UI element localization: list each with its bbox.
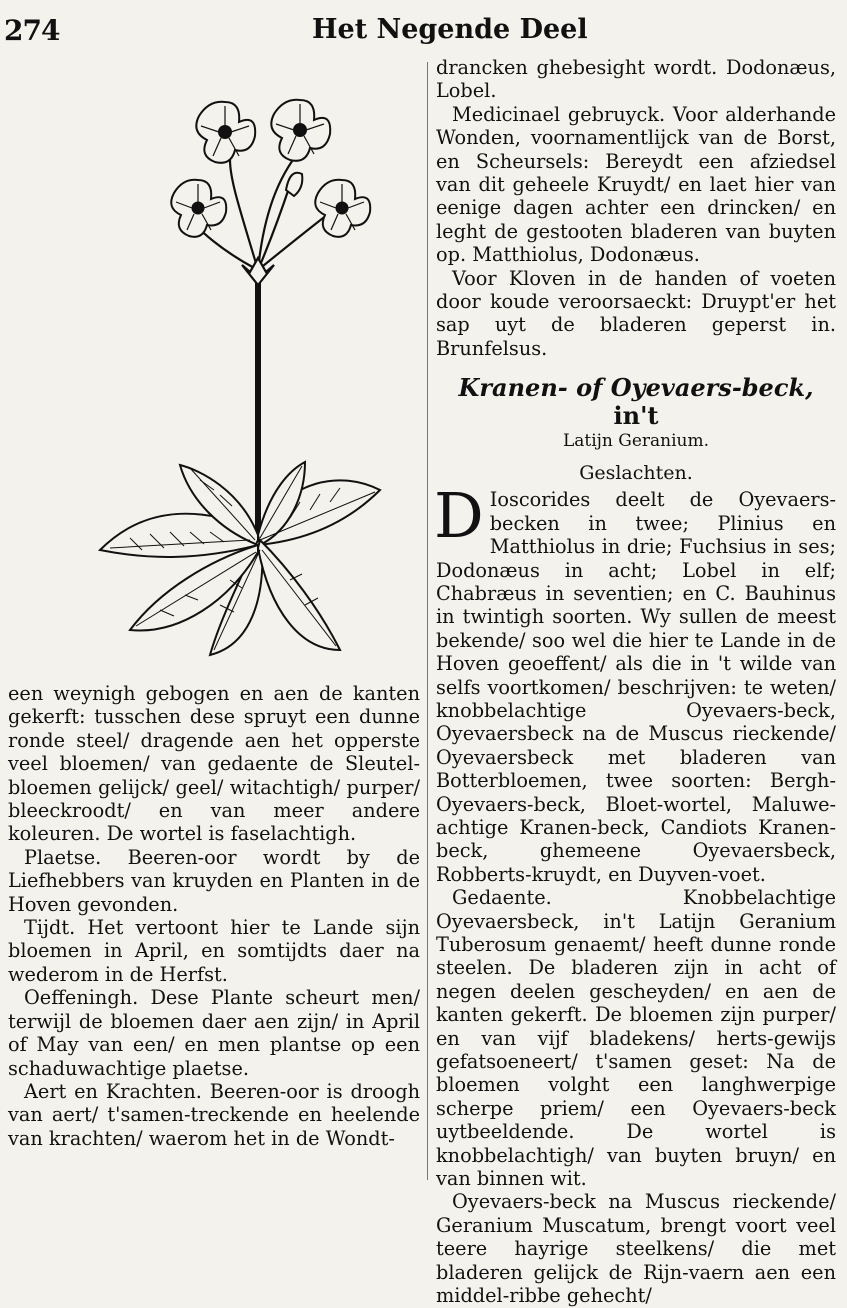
primrose-plant-illustration xyxy=(90,90,390,670)
body-paragraph: een weynigh gebogen en aen de kanten gekerft: tusschen dese spruyt een dunne ronde steel/ dragende aen het opperste veel bloemen/ van gedaente de Sleutel-bloemen gelijck/ geel/ witachtigh/ purper/ bleeckroodt/ en van meer andere koleuren. De wortel is faselachtigh. xyxy=(8,682,420,846)
section-heading xyxy=(436,374,836,430)
body-paragraph: Oyevaers-beck na Muscus rieckende/ Geranium Muscatum, brengt voort veel teere hayrige steelkens/ die met bladeren gelijck de Rijn-vaern aen een middel-ribbe gehecht/ xyxy=(436,1190,836,1308)
body-paragraph xyxy=(434,479,836,886)
body-paragraph: Tijdt. Het vertoont hier te Lande sijn bloemen in April, en somtijdts daer na wederom in de Herfst. xyxy=(8,916,420,986)
body-paragraph: Aert en Krachten. Beeren-oor is droogh van aert/ t'samen-treckende en heelende van krachten/ waerom het in de Wondt- xyxy=(8,1079,420,1150)
body-paragraph-text: Ioscorides deelt de Oyevaers-becken in twee; Plinius en Matthiolus in drie; Fuchsius in ses; Dodonæus in acht; Lobel in elf; Chabræus in seventien; en C. Bauhinus in twintigh soorten. Wy sullen de meest bekende/ soo wel die hier te Lande in de Hoven geoeffent/ als die in 't wilde van selfs voortkomen/ beschrijven: te weten/ knobbelachtige Oyevaers-beck, Oyevaersbeck na de Muscus rieckende/ Oyevaersbeck met bladeren van Botterbloemen, twee soorten: Bergh-Oyevaers-beck, Bloet-wortel, Maluwe-achtige Kranen-beck, Candiots Kranen-beck, ghemeene Oyevaersbeck, Robberts-kruydt, en Duyven-voet. xyxy=(436,488,836,886)
section-title-tail: in't xyxy=(613,401,659,431)
bleed-through-text xyxy=(0,110,60,670)
body-paragraph: Medicinael gebruyck. Voor alderhande Wonden, voornamentlijck van de Borst, en Scheursels: Bereydt een afziedsel van dit geheele Kruydt/ en laet hier van eenige dagen achter een drincken/ en leght de gestooten bladeren van buyten op. Matthiolus, Dodonæus. xyxy=(436,102,836,267)
left-column xyxy=(8,682,420,1150)
subsection-heading: Geslachten. xyxy=(579,462,693,485)
section-title: Kranen- of Oyevaers-beck, xyxy=(458,373,814,403)
page-number: 274 xyxy=(4,14,60,47)
section-subtitle: Latijn Geranium. xyxy=(562,431,710,452)
right-column xyxy=(436,56,836,1308)
body-paragraph: drancken ghebesight wordt. Dodonæus, Lobel. xyxy=(436,56,836,103)
column-divider xyxy=(427,62,428,1180)
body-paragraph: Voor Kloven in de handen of voeten door koude veroorsaeckt: Druypt'er het sap uyt de bladeren geperst in. Brunfelsus. xyxy=(436,266,836,360)
body-paragraph: Plaetse. Beeren-oor wordt by de Liefhebbers van kruyden en Planten in de Hoven gevonden. xyxy=(8,845,420,916)
page-header xyxy=(0,6,847,46)
drop-cap: D xyxy=(434,479,484,553)
running-title: Het Negende Deel xyxy=(312,14,588,45)
body-paragraph: Oeffeningh. Dese Plante scheurt men/ terwijl de bloemen daer aen zijn/ in April of May van een/ en men plantse op een schaduwachtige plaetse. xyxy=(8,986,420,1080)
body-paragraph: Gedaente. Knobbelachtige Oyevaersbeck, in't Latijn Geranium Tuberosum genaemt/ heeft dunne ronde steelen. De bladeren zijn in acht of negen deelen gescheyden/ en aen de kanten gekerft. De bloemen zijn purper/ en van vijf bladekens/ herts-gewijs gefatsoeneert/ t'samen geset: Na de bloemen volght een langhwerpige scherpe priem/ een Oyevaers-beck uytbeeldende. De wortel is knobbelachtigh/ van buyten bruyn/ en van binnen wit. xyxy=(436,886,836,1191)
